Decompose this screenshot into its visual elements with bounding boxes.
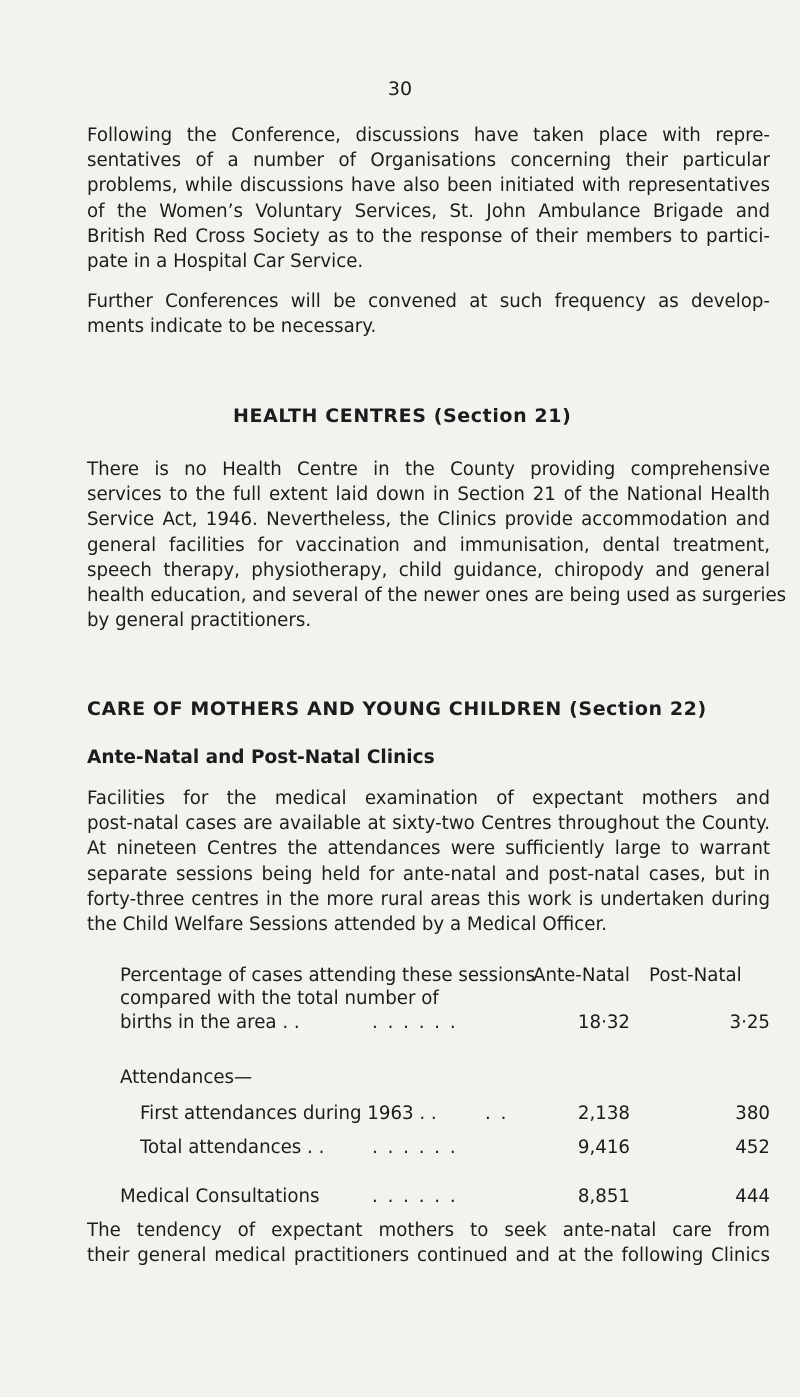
heading-health-centres: HEALTH CENTRES (Section 21) [233,405,572,427]
row-label: births in the area . . [120,1012,300,1033]
column-header-post-natal: Post-Natal [649,965,742,986]
table-row [120,1137,770,1163]
text-line: Further Conferences will be convened at such frequency as develop- [87,291,770,312]
value-ante-natal: 8,851 [577,1186,630,1207]
leader-dots: . . . . . . [372,1137,458,1158]
value-post-natal: 444 [735,1186,770,1207]
leader-dots: . . . . . . [372,1012,458,1033]
value-ante-natal: 18·32 [577,1012,630,1033]
table-row [120,1067,770,1093]
column-header-ante-natal: Ante-Natal [533,965,630,986]
value-post-natal: 3·25 [729,1012,770,1033]
text-line: separate sessions being held for ante-natal and post-natal cases, but in [87,863,770,885]
text-line: At nineteen Centres the attendances were sufficiently large to warrant [87,838,770,860]
text-line: forty-three centres in the more rural areas this work is undertaken during [87,888,770,910]
text-line: by general practitioners. [87,610,312,632]
text-line: general facilities for vaccination and immunisation, dental treatment, [87,534,770,556]
row-label: Total attendances . . [140,1137,325,1158]
text-line: Facilities for the medical examination of expectant mothers and [87,788,770,809]
text-line: of the Women’s Voluntary Services, St. John Ambulance Brigade and [87,200,770,222]
paragraph-tendency [87,1218,770,1268]
text-line: Service Act, 1946. Nevertheless, the Clinics provide accommodation and [87,509,770,531]
row-label: Medical Consultations [120,1186,320,1207]
value-ante-natal: 2,138 [577,1103,630,1124]
row-label: First attendances during 1963 . . [140,1103,437,1124]
table-row [120,1012,770,1038]
text-line: The tendency of expectant mothers to seek ante-natal care from [87,1220,770,1241]
text-line: health education, and several of the newer ones are being used as surgeries [87,585,787,607]
paragraph-health-centres [87,457,787,633]
page-number: 30 [387,78,413,100]
table-row [120,1186,770,1212]
text-line: the Child Welfare Sessions attended by a Medical Officer. [87,914,608,936]
paragraph-conference-discussions [87,123,770,274]
table-row [120,1103,770,1129]
text-line: ments indicate to be necessary. [87,316,377,338]
value-post-natal: 452 [735,1137,770,1158]
value-ante-natal: 9,416 [577,1137,630,1158]
text-line: post-natal cases are available at sixty-two Centres throughout the County. [87,813,770,835]
subheading-clinics: Ante-Natal and Post-Natal Clinics [87,747,435,768]
text-line: problems, while discussions have also been initiated with representatives [87,175,770,197]
text-line: British Red Cross Society as to the response of their members to partici- [87,225,770,247]
text-line: Following the Conference, discussions have taken place with repre- [87,125,770,146]
text-line: pate in a Hospital Car Service. [87,251,364,273]
text-line: There is no Health Centre in the County providing comprehensive [87,459,770,480]
heading-care-of-mothers: CARE OF MOTHERS AND YOUNG CHILDREN (Section 22) [87,698,707,720]
value-post-natal: 380 [735,1103,770,1124]
leader-dots: . . . . . . [372,1186,458,1207]
text-line: sentatives of a number of Organisations concerning their particular [87,150,770,172]
paragraph-facilities [87,786,770,937]
table-row [120,988,770,1014]
paragraph-further-conferences [87,289,770,339]
text-line: services to the full extent laid down in Section 21 of the National Health [87,484,770,506]
text-line: their general medical practitioners continued and at the following Clinics [87,1245,770,1267]
row-label: compared with the total number of [120,988,439,1009]
text-line: speech therapy, physiotherapy, child guidance, chiropody and general [87,559,770,581]
row-label: Attendances— [120,1067,253,1088]
row-label: Percentage of cases attending these sessions [120,965,536,986]
leader-dots: . . [485,1103,509,1124]
